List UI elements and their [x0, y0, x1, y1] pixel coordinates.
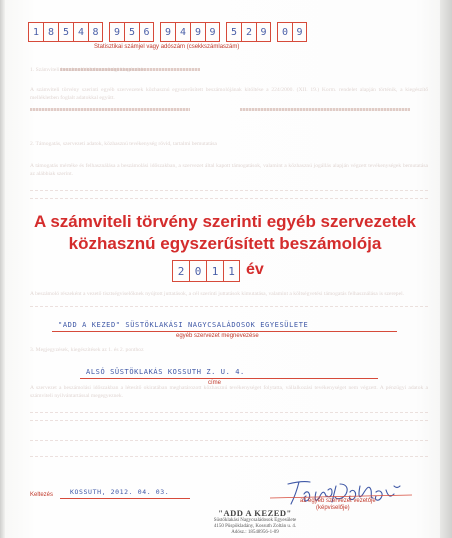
bleed-rule-4 — [30, 412, 428, 413]
stamp-line-3: Adósz.: 18548956-1-09 — [231, 530, 279, 535]
stat-number-digit: 9 — [205, 22, 220, 42]
stat-number-group — [226, 22, 271, 42]
organization-name-value: "ADD A KEZED" SÜSTÖKLAKÁSI NAGYCSALÁDOSOK EGYESÜLETE — [58, 321, 309, 329]
bleed-heading-1: 1. Számviteli beszámoló közhasznúsági kiegészítés — [30, 67, 145, 73]
bleed-rule-7 — [30, 456, 428, 457]
stat-number-digit: 6 — [139, 22, 154, 42]
stamp-line-1: Süstöklakási Nagycsaládosok Egyesülete — [213, 518, 297, 523]
bleed-rule-3 — [30, 306, 428, 307]
stat-number-digit: 9 — [160, 22, 175, 42]
bleed-heading-2: 2. Támogatás, szervezeti adatok, közhasznú tevékenység rövid, tartalmi bemutatása — [30, 141, 217, 147]
year-boxes — [172, 260, 240, 282]
year-digit: 1 — [206, 260, 223, 282]
bleed-bold-line-1 — [30, 108, 190, 111]
bleed-paragraph-4: A szervezet a beszámolási időszakban a létesítő okiratában meghatározott közhasznú tevékenységet folytatta, vállalkozási tevékenységet nem végzett. A pénzügyi adatok a számviteli nyilvántartással megegyeznek. — [30, 385, 428, 399]
stat-number-digit: 8 — [88, 22, 103, 42]
stat-number-digit: 5 — [226, 22, 241, 42]
document-title-line-1: A számviteli törvény szerinti egyéb szervezetek — [33, 212, 417, 231]
stat-number-digit: 5 — [58, 22, 73, 42]
organization-name-line — [52, 331, 397, 332]
signature-caption-1: az egyéb szervezet vezetője — [300, 498, 376, 504]
stat-number-group — [160, 22, 220, 42]
stamp-title: "ADD A KEZED" — [218, 508, 292, 518]
stat-number-group — [277, 22, 307, 42]
stat-number-group — [28, 22, 103, 42]
bleed-rule-5 — [30, 420, 428, 421]
bleed-heading-3: 3. Megjegyzések, kiegészítések az 1. és 2. ponthoz — [30, 347, 144, 353]
place-date-line — [60, 498, 190, 499]
year-digit: 2 — [172, 260, 189, 282]
stat-number-digit: 9 — [292, 22, 307, 42]
page-right-shadow — [440, 0, 452, 538]
stat-number-digit: 1 — [28, 22, 43, 42]
year-label: év — [246, 261, 264, 278]
organization-address-value: ALSÓ SÜSTÖKLAKÁS KOSSUTH Z. U. 4. — [86, 368, 245, 376]
stat-number-digit: 2 — [241, 22, 256, 42]
organization-name-caption: egyéb szervezet megnevezése — [176, 333, 259, 339]
organization-address-caption: címe — [208, 380, 222, 386]
signature-caption-2: (képviselője) — [316, 505, 350, 511]
bleed-paragraph-1: A számviteli törvény szerinti egyéb szervezetek közhasznú egyszerűsített beszámolójának kitöltése a 224/2000. (XII. 19.) Korm. rendelet alapján történik, a kiegészítő mellékletben foglalt adatokkal együtt. — [30, 87, 428, 101]
bleed-paragraph-2: A támogatás mértéke és felhasználása a beszámolási időszakban, a szervezet által kapott támogatások, valamint a közhasznú jogállás alapján végzett tevékenységek bemutatása az alábbiak szerint. — [30, 163, 428, 177]
organization-address-line — [80, 378, 378, 379]
stat-number-caption: Statisztikai számjel vagy adószám (csekkszámlaszám) — [94, 44, 240, 50]
stat-number-digit: 5 — [124, 22, 139, 42]
bleed-paragraph-3: A beszámoló részeként a vezető tisztségviselőknek nyújtott juttatások, a cél szerinti juttatások kimutatása, valamint a költségvetési támogatás felhasználása is szerepel. — [30, 291, 405, 297]
bleed-rule-1 — [30, 190, 428, 191]
place-date-label: Keltezés — [30, 492, 54, 498]
document-title-line-2: közhasznú egyszerűsített beszámolója — [68, 234, 382, 253]
stat-number-boxes — [28, 22, 313, 42]
stat-number-digit: 4 — [73, 22, 88, 42]
bleed-rule-2 — [30, 198, 428, 199]
bleed-bold-line-2 — [240, 108, 410, 111]
bleed-rule-6 — [30, 440, 428, 441]
stat-number-digit: 4 — [175, 22, 190, 42]
year-digit: 1 — [223, 260, 240, 282]
stat-number-digit: 9 — [109, 22, 124, 42]
year-digit: 0 — [189, 260, 206, 282]
stat-number-digit: 8 — [43, 22, 58, 42]
stat-number-digit: 9 — [256, 22, 271, 42]
stat-number-digit: 0 — [277, 22, 292, 42]
place-date-value: KOSSUTH, 2012. 04. 03. — [70, 488, 170, 496]
stat-number-digit: 9 — [190, 22, 205, 42]
organization-stamp — [190, 508, 320, 536]
stamp-line-2: 4150 Püspökladány, Kossuth Zoltán u. 4. — [213, 524, 297, 529]
stat-number-group — [109, 22, 154, 42]
page-left-shadow — [0, 0, 5, 538]
